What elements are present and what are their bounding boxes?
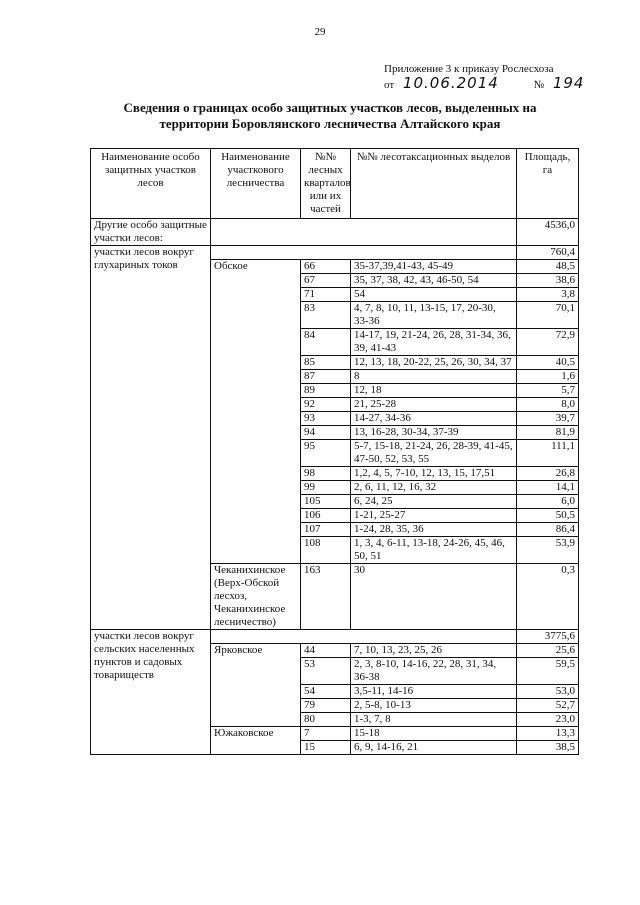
other-total-blank [211,219,517,246]
forest-plots-table [90,148,579,755]
area-value: 70,1 [517,302,579,329]
group-name: участки лесов вокруг глухариных токов [91,246,211,630]
section-numbers: 35-37,39,41-43, 45-49 [351,260,517,274]
section-numbers: 1-3, 7, 8 [351,713,517,727]
area-value: 59,5 [517,658,579,685]
header-sections: №№ лесотаксационных выделов [351,149,517,219]
section-numbers: 15-18 [351,727,517,741]
quarter-number: 93 [301,412,351,426]
area-value: 40,5 [517,356,579,370]
section-numbers: 54 [351,288,517,302]
appendix-note [384,62,590,92]
area-value: 38,5 [517,741,579,755]
district-name: Обское [211,260,301,564]
section-numbers: 6, 9, 14-16, 21 [351,741,517,755]
quarter-number: 67 [301,274,351,288]
section-numbers: 12, 18 [351,384,517,398]
from-label: от [384,79,395,91]
area-value: 111,1 [517,440,579,467]
table-body [91,219,579,755]
table-header-row [91,149,579,219]
other-total-row [91,219,579,246]
section-numbers: 2, 3, 8-10, 14-16, 22, 28, 31, 34, 36-38 [351,658,517,685]
area-value: 50,5 [517,509,579,523]
area-value: 38,6 [517,274,579,288]
quarter-number: 66 [301,260,351,274]
area-value: 81,9 [517,426,579,440]
area-value: 6,0 [517,495,579,509]
document-title [60,100,600,132]
quarter-number: 89 [301,384,351,398]
area-value: 72,9 [517,329,579,356]
quarter-number: 108 [301,537,351,564]
quarter-number: 80 [301,713,351,727]
section-numbers: 14-17, 19, 21-24, 26, 28, 31-34, 36, 39, 41-43 [351,329,517,356]
area-value: 53,0 [517,685,579,699]
order-date: 10.06.2014 [402,74,499,92]
section-numbers: 8 [351,370,517,384]
area-value: 53,9 [517,537,579,564]
section-numbers: 35, 37, 38, 42, 43, 46-50, 54 [351,274,517,288]
group-total-row [91,246,579,260]
quarter-number: 87 [301,370,351,384]
section-numbers: 7, 10, 13, 23, 25, 26 [351,644,517,658]
group-name: участки лесов вокруг сельских населенных пунктов и садовых товариществ [91,630,211,755]
quarter-number: 94 [301,426,351,440]
page-number: 29 [314,26,326,38]
quarter-number: 54 [301,685,351,699]
quarter-number: 95 [301,440,351,467]
quarter-number: 84 [301,329,351,356]
section-numbers: 12, 13, 18, 20-22, 25, 26, 30, 34, 37 [351,356,517,370]
area-value: 39,7 [517,412,579,426]
section-numbers: 13, 16-28, 30-34, 37-39 [351,426,517,440]
group-total-blank [211,630,517,644]
other-total-name: Другие особо защитные участки лесов: [91,219,211,246]
area-value: 48,5 [517,260,579,274]
header-area: Площадь, га [517,149,579,219]
area-value: 8,0 [517,398,579,412]
header-name: Наименование особо защитных участков лесов [91,149,211,219]
other-total-area: 4536,0 [517,219,579,246]
quarter-number: 44 [301,644,351,658]
group-total-area: 760,4 [517,246,579,260]
section-numbers: 1,2, 4, 5, 7-10, 12, 13, 15, 17,51 [351,467,517,481]
area-value: 25,6 [517,644,579,658]
area-value: 3,8 [517,288,579,302]
district-name: Чеканихинское (Верх-Обской лесхоз, Чеканихинское лесничество) [211,564,301,630]
section-numbers: 2, 6, 11, 12, 16, 32 [351,481,517,495]
section-numbers: 6, 24, 25 [351,495,517,509]
quarter-number: 53 [301,658,351,685]
area-value: 26,8 [517,467,579,481]
district-name: Южаковское [211,727,301,755]
quarter-number: 107 [301,523,351,537]
quarter-number: 99 [301,481,351,495]
district-name: Ярковское [211,644,301,727]
quarter-number: 92 [301,398,351,412]
section-numbers: 14-27, 34-36 [351,412,517,426]
section-numbers: 4, 7, 8, 10, 11, 13-15, 17, 20-30, 33-36 [351,302,517,329]
section-numbers: 1-24, 28, 35, 36 [351,523,517,537]
quarter-number: 85 [301,356,351,370]
quarter-number: 83 [301,302,351,329]
quarter-number: 98 [301,467,351,481]
area-value: 13,3 [517,727,579,741]
section-numbers: 30 [351,564,517,630]
quarter-number: 7 [301,727,351,741]
area-value: 0,3 [517,564,579,630]
header-quarters: №№ лесных кварталов или их частей [301,149,351,219]
quarter-number: 71 [301,288,351,302]
header-district: Наименование участкового лесничества [211,149,301,219]
quarter-number: 105 [301,495,351,509]
group-total-area: 3775,6 [517,630,579,644]
appendix-date-line [384,76,590,92]
area-value: 86,4 [517,523,579,537]
area-value: 52,7 [517,699,579,713]
section-numbers: 1-21, 25-27 [351,509,517,523]
section-numbers: 21, 25-28 [351,398,517,412]
quarter-number: 15 [301,741,351,755]
order-number: 194 [552,74,585,92]
area-value: 23,0 [517,713,579,727]
title-line-1: Сведения о границах особо защитных участков лесов, выделенных на [123,100,537,115]
area-value: 14,1 [517,481,579,495]
area-value: 1,6 [517,370,579,384]
section-numbers: 5-7, 15-18, 21-24, 26, 28-39, 41-45, 47-50, 52, 53, 55 [351,440,517,467]
quarter-number: 163 [301,564,351,630]
area-value: 5,7 [517,384,579,398]
appendix-line: Приложение 3 к приказу Рослесхоза [384,63,554,75]
title-line-2: территории Боровлянского лесничества Алтайского края [159,116,501,131]
group-total-blank [211,246,517,260]
group-total-row [91,630,579,644]
section-numbers: 3,5-11, 14-16 [351,685,517,699]
number-label: № [533,79,545,91]
quarter-number: 79 [301,699,351,713]
section-numbers: 1, 3, 4, 6-11, 13-18, 24-26, 45, 46, 50, 51 [351,537,517,564]
quarter-number: 106 [301,509,351,523]
section-numbers: 2, 5-8, 10-13 [351,699,517,713]
